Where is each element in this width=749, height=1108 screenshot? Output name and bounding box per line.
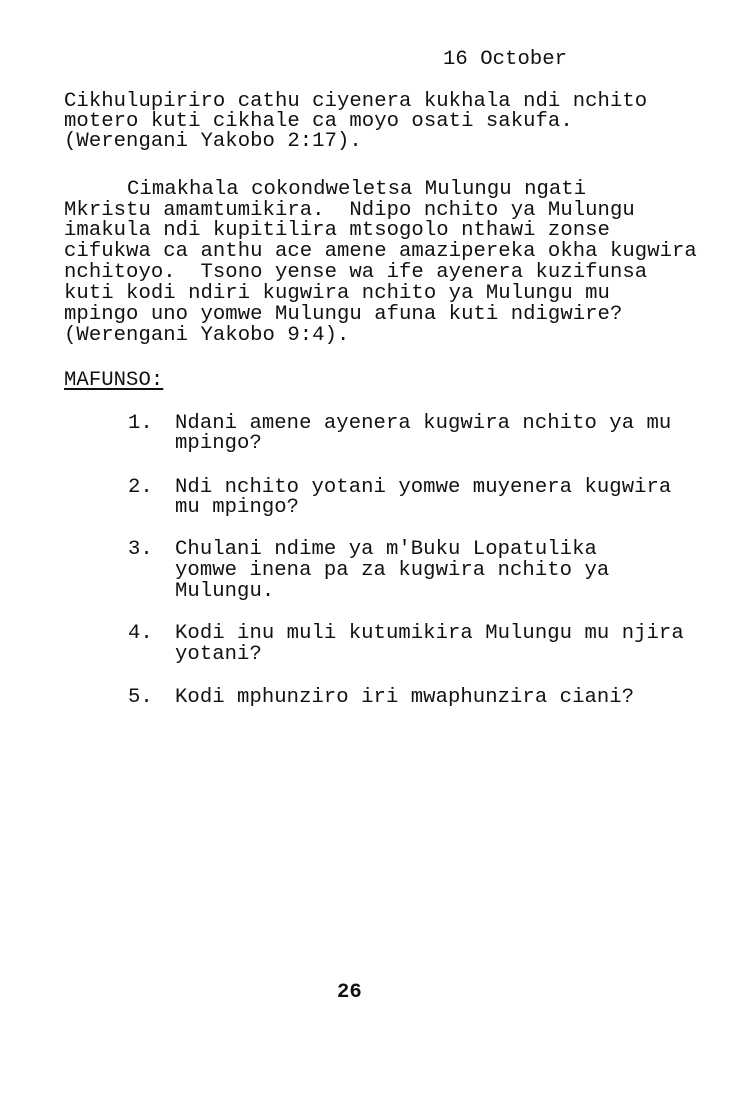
text-line: (Werengani Yakobo 2:17). [64, 130, 362, 153]
text-line: motero kuti cikhale ca moyo osati sakufa. [64, 110, 573, 133]
text-line: Cikhulupiriro cathu ciyenera kukhala ndi nchito [64, 90, 648, 113]
question-line: Kodi inu muli kutumikira Mulungu mu njira [175, 622, 684, 645]
question-line: Chulani ndime ya m'Buku Lopatulika [175, 538, 597, 561]
text-line: Mkristu amamtumikira. Ndipo nchito ya Mulungu [64, 199, 635, 222]
question-line: mu mpingo? [175, 496, 300, 519]
text-line: Cimakhala cokondweletsa Mulungu ngati [127, 178, 587, 201]
question-number: 3. [128, 538, 153, 561]
page-date-header: 16 October [443, 48, 568, 71]
text-line: (Werengani Yakobo 9:4). [64, 324, 350, 347]
text-line: imakula ndi kupitilira mtsogolo nthawi zonse [64, 219, 610, 242]
text-line: kuti kodi ndiri kugwira nchito ya Mulungu mu [64, 282, 610, 305]
question-line: Ndani amene ayenera kugwira nchito ya mu [175, 412, 672, 435]
text-line: nchitoyo. Tsono yense wa ife ayenera kuzifunsa [64, 261, 648, 284]
text-line: mpingo uno yomwe Mulungu afuna kuti ndigwire? [64, 303, 623, 326]
question-line: Mulungu. [175, 580, 275, 603]
section-heading: MAFUNSO: [64, 369, 164, 392]
question-line: yotani? [175, 643, 262, 666]
text-line: cifukwa ca anthu ace amene amazipereka okha kugwira [64, 240, 697, 263]
question-line: Kodi mphunziro iri mwaphunzira ciani? [175, 686, 635, 709]
question-line: yomwe inena pa za kugwira nchito ya [175, 559, 610, 582]
question-number: 4. [128, 622, 153, 645]
question-number: 2. [128, 476, 153, 499]
question-line: mpingo? [175, 432, 262, 455]
question-line: Ndi nchito yotani yomwe muyenera kugwira [175, 476, 672, 499]
question-number: 1. [128, 412, 153, 435]
page-number: 26 [337, 981, 362, 1004]
question-number: 5. [128, 686, 153, 709]
